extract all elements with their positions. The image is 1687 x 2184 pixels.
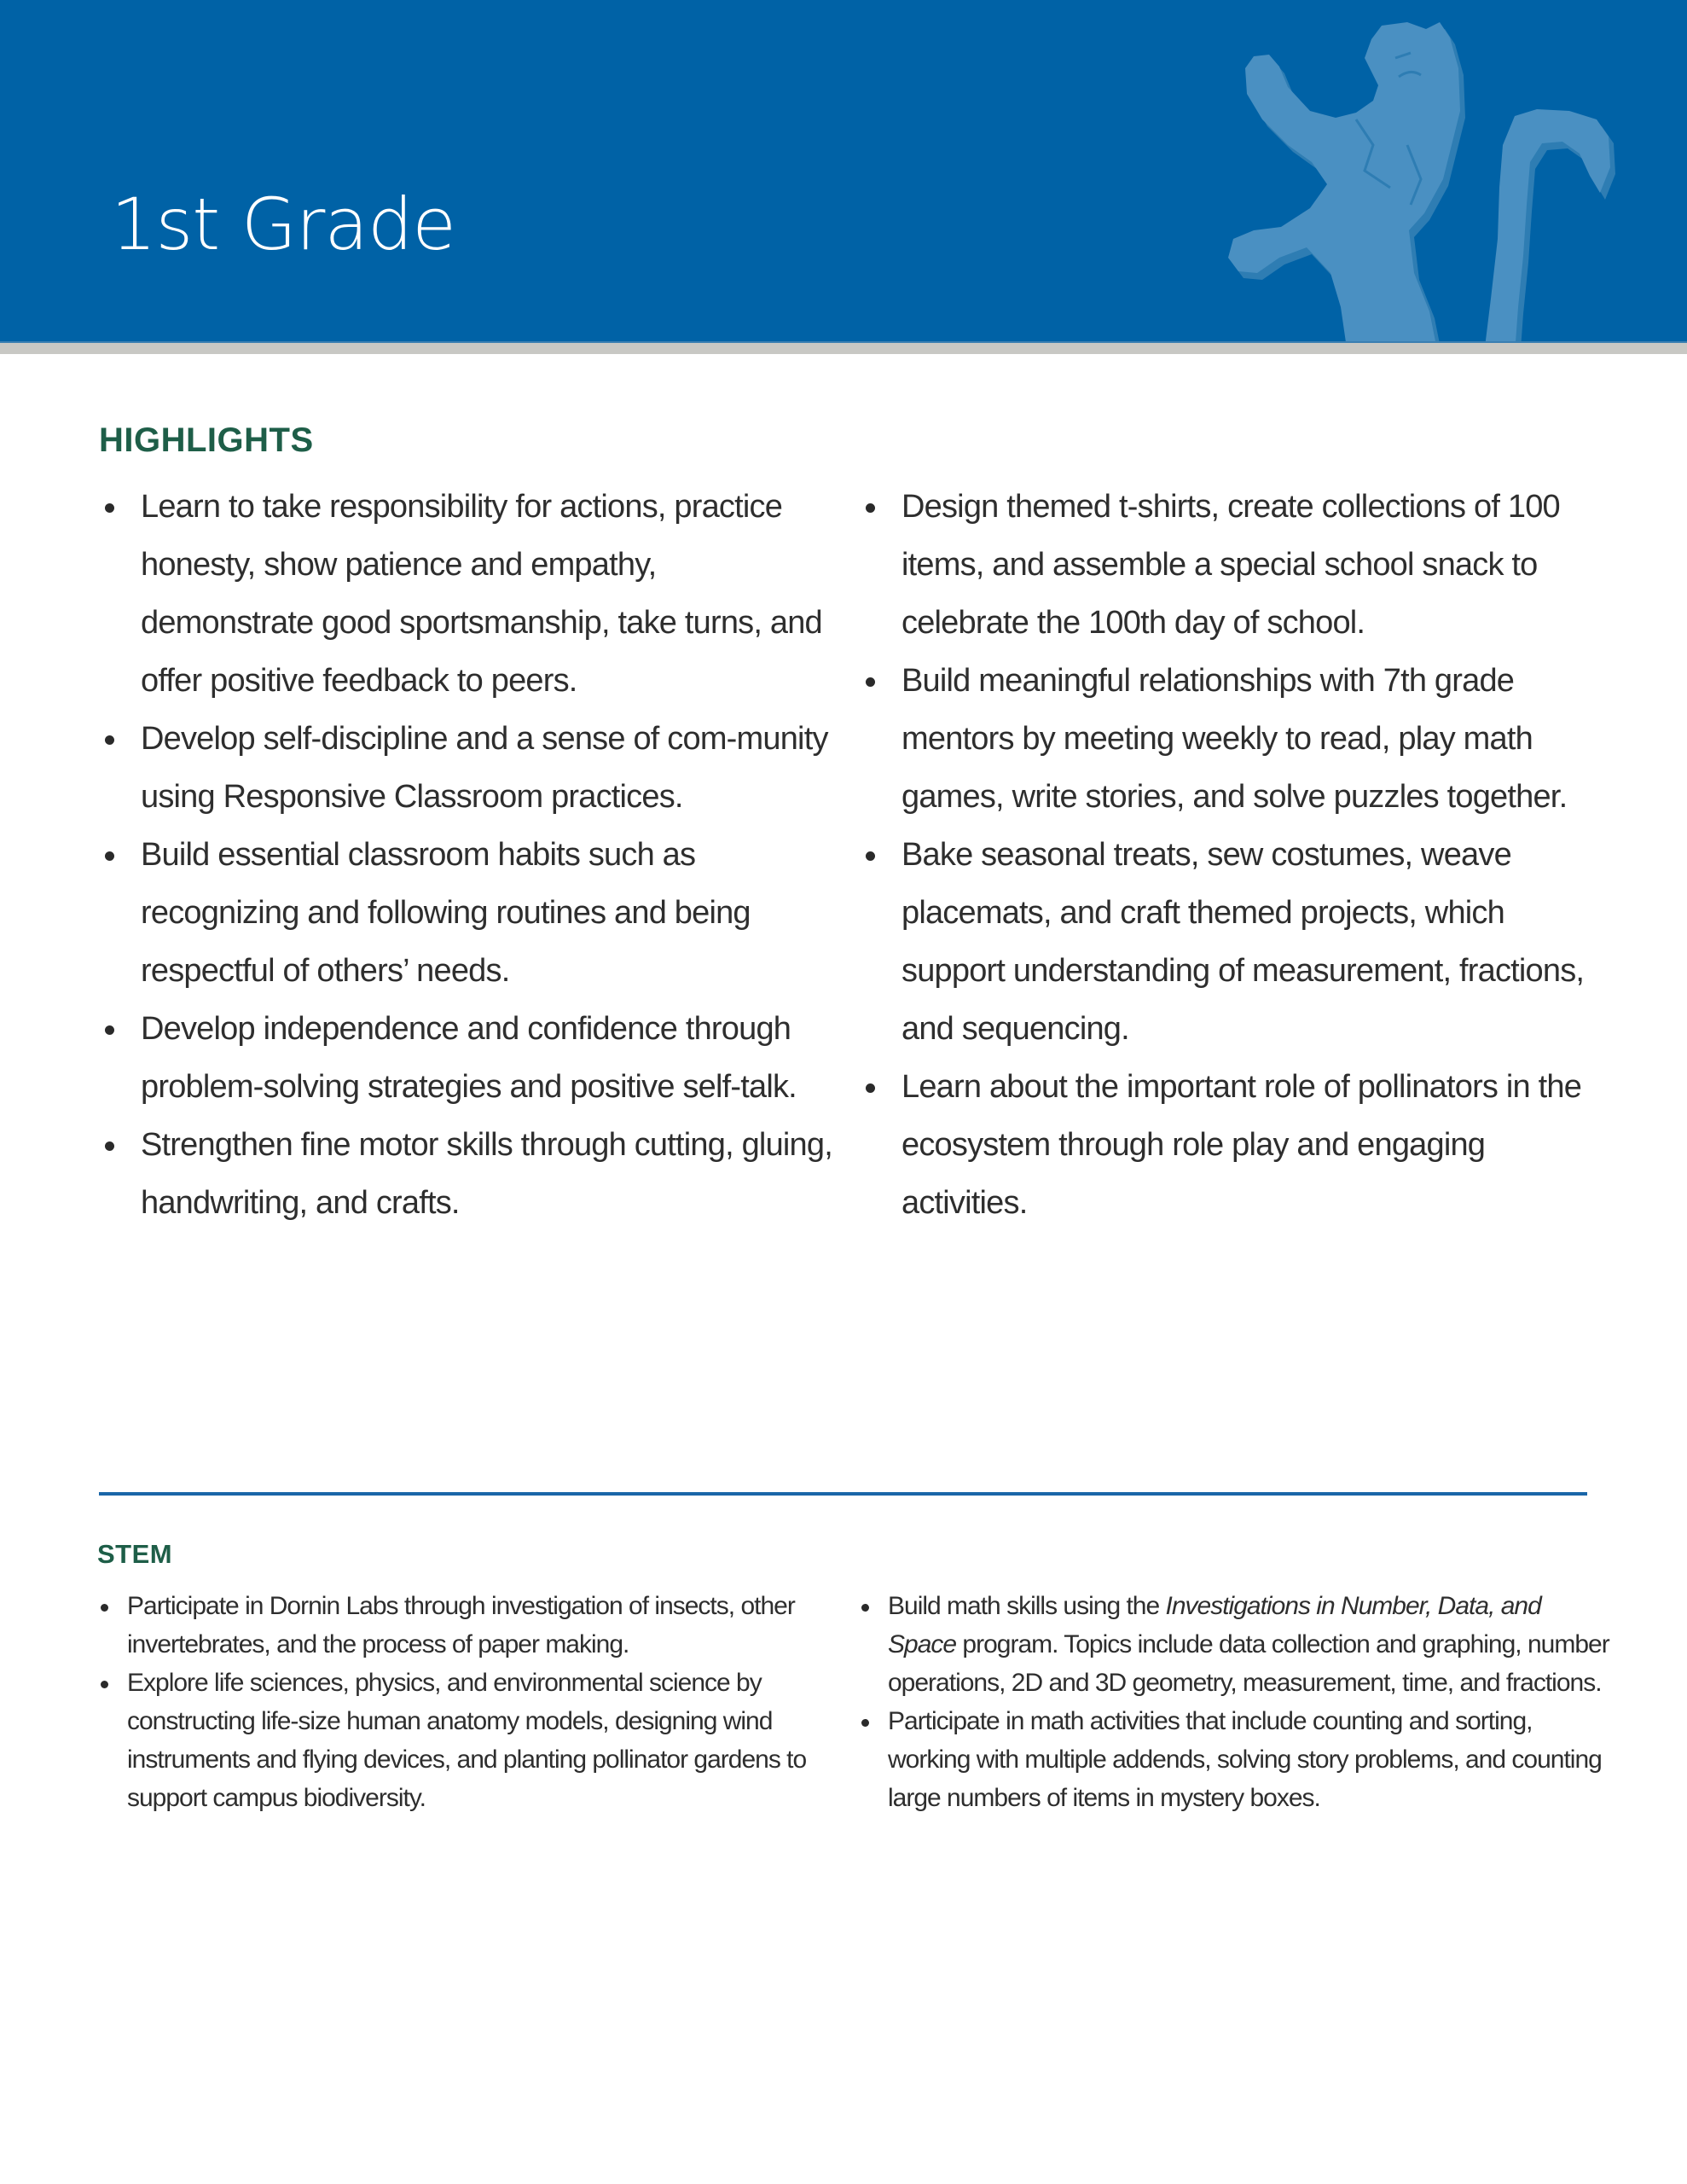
list-item	[100, 1116, 833, 1232]
list-item	[861, 652, 1594, 826]
list-item	[859, 1587, 1609, 1702]
stem-list-right	[859, 1587, 1609, 1817]
section-divider	[99, 1492, 1587, 1496]
bullet-icon	[101, 1604, 108, 1612]
bullet-icon	[101, 1681, 108, 1688]
bullet-icon	[105, 735, 114, 745]
highlights-list-left	[100, 478, 833, 1232]
bullet-icon	[105, 851, 114, 861]
list-item	[98, 1587, 832, 1664]
highlight-text: Build essential classroom habits such as recognizing and following routines and being respectful of others’ needs.	[141, 837, 751, 989]
stem-heading: STEM	[97, 1539, 173, 1569]
highlight-text: Learn about the important role of pollinators in the ecosystem through role play and engaging activities.	[901, 1069, 1582, 1221]
list-item	[100, 1000, 833, 1116]
header-divider-strip	[0, 341, 1687, 354]
highlight-text: Design themed t-shirts, create collections of 100 items, and assemble a special school snack to celebrate the 100th day of school.	[901, 489, 1560, 641]
page-title: 1st Grade	[111, 183, 455, 266]
bullet-icon	[861, 1719, 869, 1727]
program-title: Investigations in Number, Data, and Space	[888, 1592, 1541, 1658]
lion-watermark-icon	[1228, 17, 1687, 341]
list-item	[859, 1702, 1609, 1817]
header-banner	[0, 0, 1687, 341]
list-item	[100, 826, 833, 1000]
stem-text: Explore life sciences, physics, and environmental science by constructing life-size human anatomy models, designing wind instruments and flying devices, and planting pollinator gardens to support campus biodiversity.	[127, 1669, 807, 1812]
bullet-icon	[105, 1141, 114, 1151]
highlights-list-right	[861, 478, 1594, 1232]
bullet-icon	[866, 851, 875, 861]
bullet-icon	[866, 503, 875, 513]
highlights-heading: HIGHLIGHTS	[99, 421, 314, 459]
highlight-text: Bake seasonal treats, sew costumes, weave placemats, and craft themed projects, which support understanding of measurement, fractions, and sequencing.	[901, 837, 1585, 1047]
stem-text: Participate in Dornin Labs through investigation of insects, other invertebrates, and the process of paper making.	[127, 1592, 795, 1658]
list-item	[861, 826, 1594, 1058]
stem-text-prefix: Participate in math activities that include counting and sorting, working with multiple addends, solving story problems, and counting large numbers of items in mystery boxes.	[888, 1707, 1602, 1812]
stem-text-suffix: program. Topics include data collection and graphing, number operations, 2D and 3D geometry, measurement, time, and fractions.	[888, 1630, 1609, 1697]
list-item	[100, 478, 833, 710]
list-item	[100, 710, 833, 826]
list-item	[861, 1058, 1594, 1232]
highlight-text: Develop independence and confidence through problem-solving strategies and positive self-talk.	[141, 1011, 797, 1105]
bullet-icon	[105, 1025, 114, 1035]
highlight-text: Develop self-discipline and a sense of com-munity using Responsive Classroom practices.	[141, 721, 828, 815]
stem-list-left	[98, 1587, 832, 1817]
highlight-text: Strengthen fine motor skills through cutting, gluing, handwriting, and crafts.	[141, 1127, 832, 1221]
highlight-text: Build meaningful relationships with 7th grade mentors by meeting weekly to read, play math games, write stories, and solve puzzles together.	[901, 663, 1568, 815]
bullet-icon	[105, 503, 114, 513]
stem-text-prefix: Build math skills using the	[888, 1592, 1166, 1620]
bullet-icon	[866, 1083, 875, 1093]
list-item	[98, 1664, 832, 1817]
list-item	[861, 478, 1594, 652]
bullet-icon	[861, 1604, 869, 1612]
bullet-icon	[866, 677, 875, 687]
highlight-text: Learn to take responsibility for actions, practice honesty, show patience and empathy, demonstrate good sportsmanship, take turns, and offer positive feedback to peers.	[141, 489, 822, 699]
